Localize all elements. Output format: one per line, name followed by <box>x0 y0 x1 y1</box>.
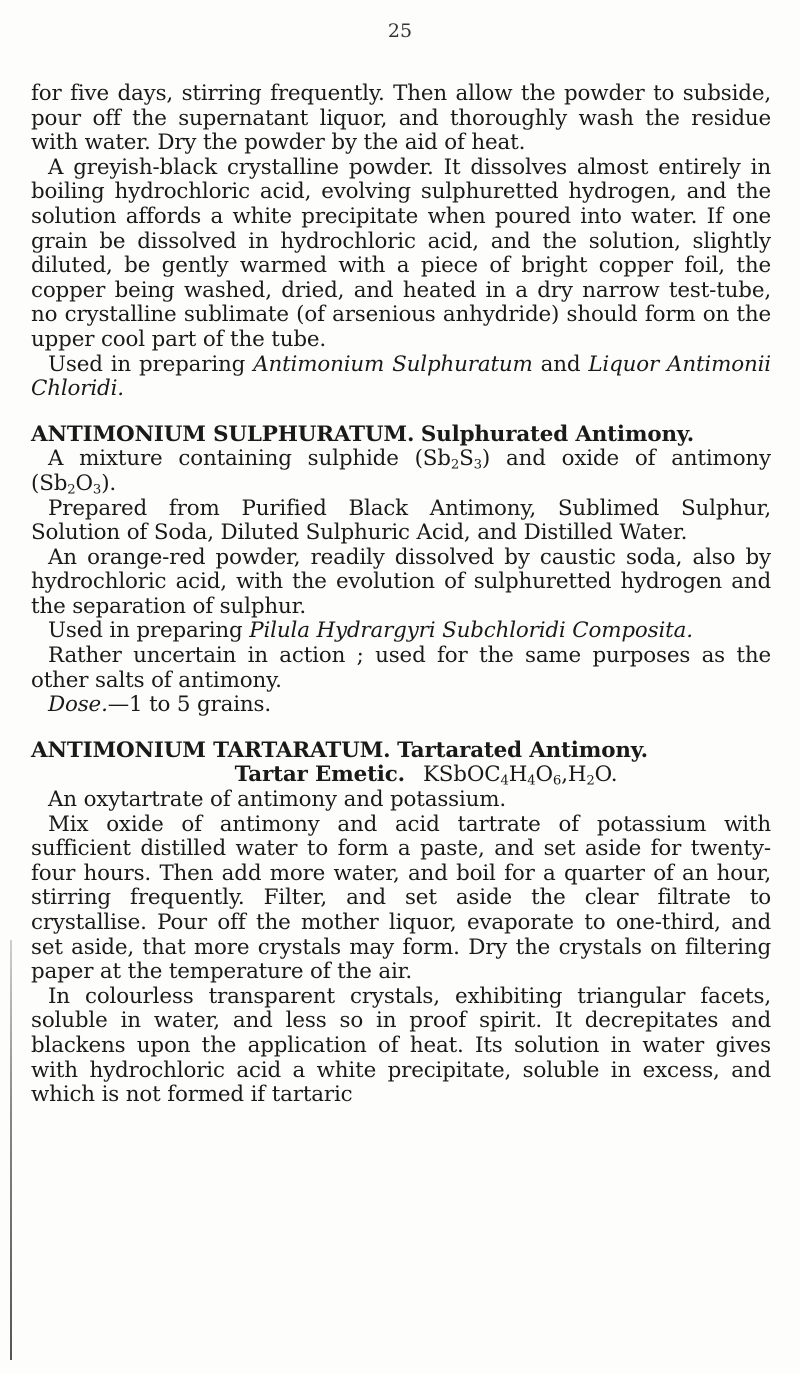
preparation-sulphuratum: Prepared from Purified Black Antimony, Sublimed Sulphur, Solution of Soda, Diluted Sulphuric Acid, and Distilled Water. <box>31 495 771 546</box>
section-heading-tartaratum: ANTIMONIUM TARTARATUM. Tartarated Antimony. <box>31 737 648 763</box>
chemical-formula: $KSbOC_4H_4O_6,H_2O$. <box>422 762 618 790</box>
preparation-name: Pilula Hydrargyri Subchloridi Composita. <box>249 618 693 644</box>
page-number: 25 <box>387 20 413 42</box>
preparation-name: Antimonium Sulphuratum <box>253 351 533 377</box>
preparation-name: Liquor Antimonii Chloridi. <box>31 351 771 402</box>
dose-sulphuratum: Dose.—1 to 5 grains. <box>48 692 272 718</box>
section-spacer <box>31 718 771 739</box>
synonym-formula-line: Tartar Emetic. $KSbOC_4H_4O_6,H_2O$. <box>234 762 618 790</box>
definition-sulphuratum: A mixture containing sulphide $(Sb_2S_3)$ and oxide of antimony $(Sb_2O_3)$. <box>31 446 771 498</box>
page-text <box>31 82 771 1108</box>
description-sulphuratum: An orange-red powder, readily dissolved by caustic soda, also by hydrochloric acid, with the evolution of sulphuretted hydrogen and the separation of sulphur. <box>31 544 771 619</box>
uses-sulphuratum: Used in preparing Pilula Hydrargyri Subchloridi Composita. <box>48 618 693 644</box>
section-spacer <box>31 402 771 423</box>
description-tartaratum: In colourless transparent crystals, exhibiting triangular facets, soluble in water, and less so in proof spirit. It decrepitates and blackens upon the application of heat. Its solution in water gives with hydrochloric acid a white precipitate, soluble in excess, and which is not formed if tartaric <box>31 983 771 1108</box>
definition-tartaratum: An oxytartrate of antimony and potassium. <box>48 787 507 813</box>
preparation-tartaratum: Mix oxide of antimony and acid tartrate of potassium with sufficient distilled water to form a paste, and set aside for twenty-four hours. Then add more water, and boil for a quarter of an hour, stirring frequently. Filter, and set aside the clear filtrate to crystallise. Pour off the mother liquor, evaporate to one-third, and set aside, that more crystals may form. Dry the crystals on filtering paper at the temperature of the air. <box>31 811 771 985</box>
binding-shadow <box>10 940 12 1360</box>
paragraph-characters-tests: A greyish-black crystalline powder. It dissolves almost entirely in boiling hydrochloric acid, evolving sulphuretted hydrogen, and the solution affords a white precipitate when poured into water. If one grain be dissolved in hydrochloric acid, and the solution, slightly diluted, be gently warmed with a piece of bright copper foil, the copper being washed, dried, and heated in a dry narrow test-tube, no crystalline sublimate (of arsenious anhydride) should form on the upper cool part of the tube. <box>31 154 771 352</box>
paragraph-uses: Used in preparing Antimonium Sulphuratum and Liquor Antimonii Chloridi. <box>31 351 771 402</box>
action-sulphuratum: Rather uncertain in action ; used for the same purposes as the other salts of antimony. <box>31 643 771 693</box>
section-heading-sulphuratum: ANTIMONIUM SULPHURATUM. Sulphurated Antimony. <box>31 421 695 447</box>
paragraph-process-continued: for five days, stirring frequently. Then allow the powder to subside, pour off the supernatant liquor, and thoroughly wash the residue with water. Dry the powder by the aid of heat. <box>31 81 771 156</box>
